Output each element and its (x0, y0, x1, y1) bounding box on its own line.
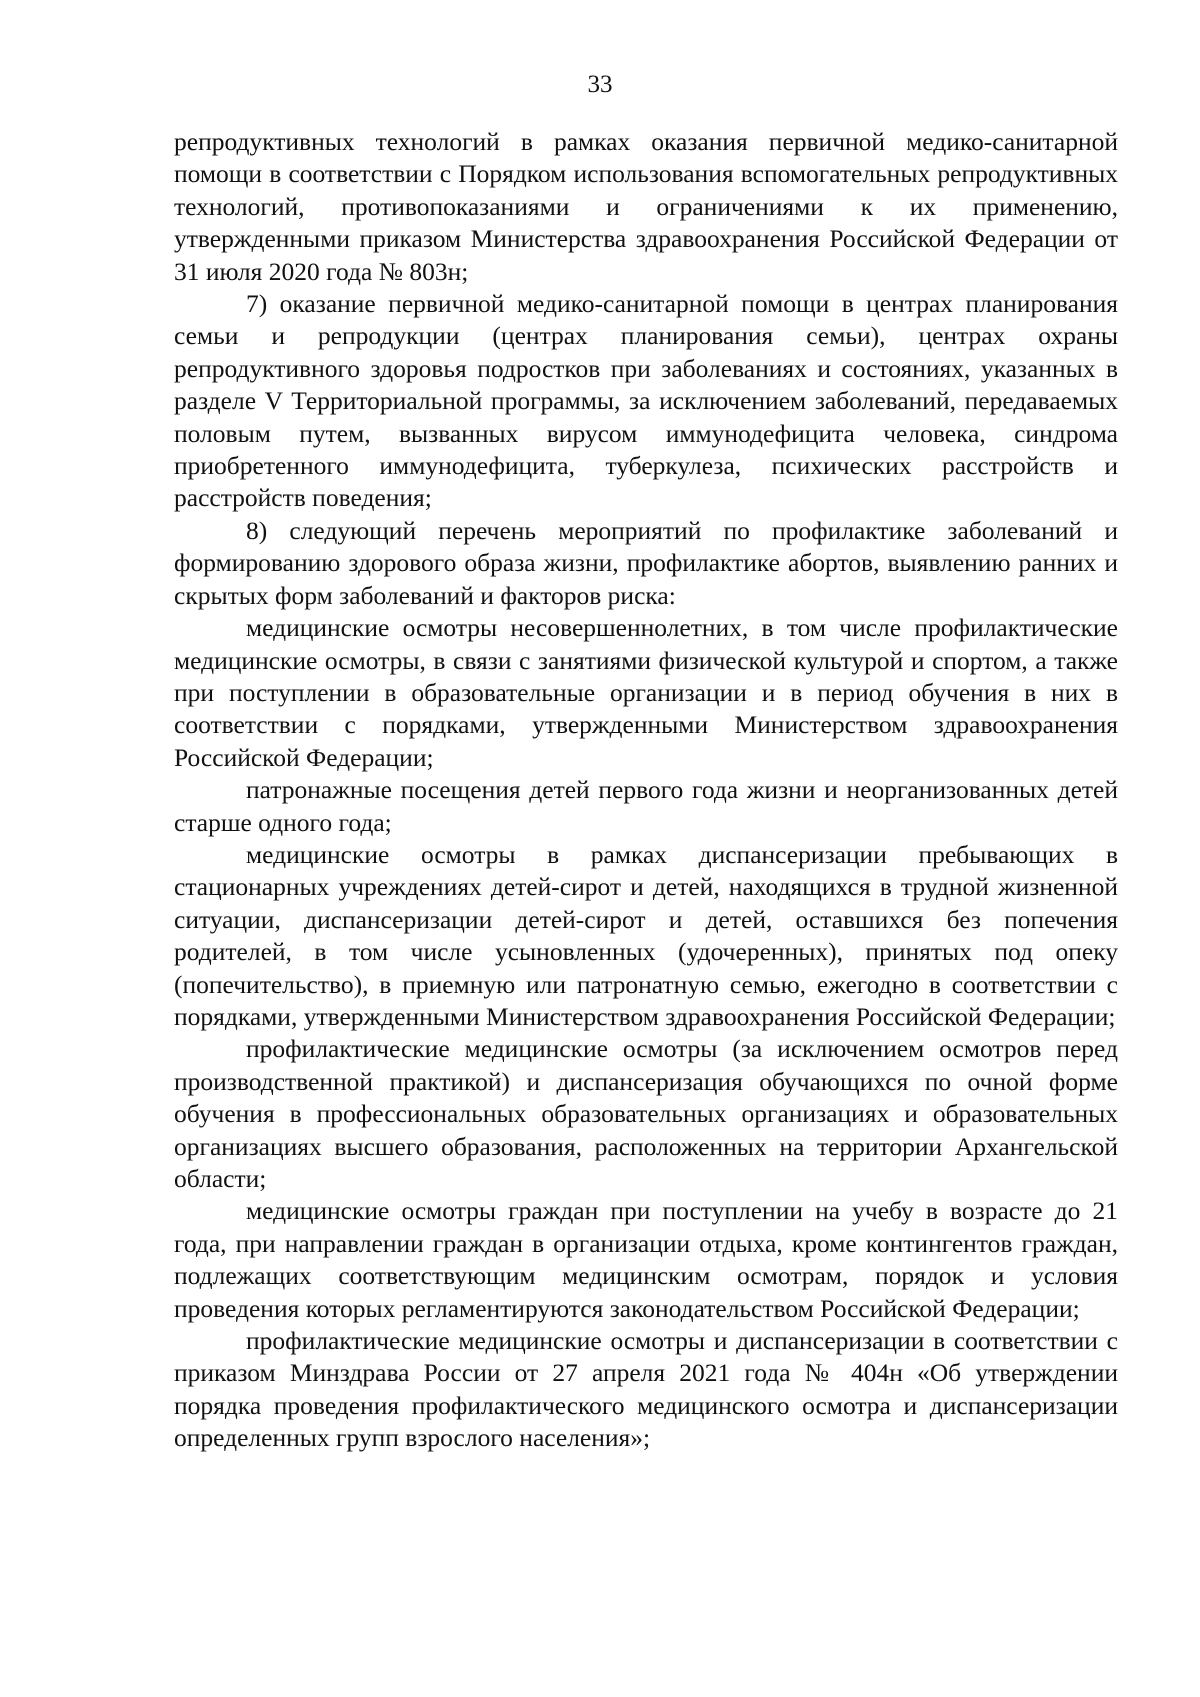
paragraph: 8) следующий перечень мероприятий по профилактике заболеваний и формированию здорового образа жизни, профилактике абортов, выявлению ранних и скрытых форм заболеваний и факторов риска: (174, 515, 1118, 610)
paragraph: профилактические медицинские осмотры (за исключением осмотров перед производственной практикой) и диспансеризация обучающихся по очной форме обучения в профессиональных образовательных организациях и образовательных организациях высшего образования, расположенных на территории Архангельской области; (174, 1034, 1118, 1193)
paragraph: патронажные посещения детей первого года жизни и неорганизованных детей старше одного года; (174, 775, 1118, 837)
page-number: 33 (587, 71, 613, 98)
paragraph: медицинские осмотры в рамках диспансеризации пребывающих в стационарных учреждениях детей-сирот и детей, находящихся в трудной жизненной ситуации, диспансеризации детей-сирот и детей, оставшихся без попечения родителей, в том числе усыновленных (удочеренных), принятых под опеку (попечительство), в приемную или патронатную семью, ежегодно в соответствии с порядками, утвержденными Министерством здравоохранения Российской Федерации; (174, 839, 1118, 1031)
paragraph: репродуктивных технологий в рамках оказания первичной медико-санитарной помощи в соответствии с Порядком использования вспомогательных репродуктивных технологий, противопоказаниями и ограничениями к их применению, утвержденными приказом Министерства здравоохранения Российской Федерации от 31 июля 2020 года № 803н; (174, 127, 1118, 286)
paragraph: медицинские осмотры граждан при поступлении на учебу в возрасте до 21 года, при направлении граждан в организации отдыха, кроме контингентов граждан, подлежащих соответствующим медицинским осмотрам, порядок и условия проведения которых регламентируются законодательством Российской Федерации; (174, 1196, 1118, 1323)
paragraph: медицинские осмотры несовершеннолетних, в том числе профилактические медицинские осмотры, в связи с занятиями физической культурой и спортом, а также при поступлении в образовательные организации и в период обучения в них в соответствии с порядками, утвержденными Министерством здравоохранения Российской Федерации; (174, 613, 1118, 772)
document-body (174, 126, 1118, 1455)
paragraph: профилактические медицинские осмотры и диспансеризации в соответствии с приказом Минздрава России от 27 апреля 2021 года № 404н «Об утверждении порядка проведения профилактического медицинского осмотра и диспансеризации определенных групп взрослого населения»; (174, 1326, 1118, 1453)
paragraph: 7) оказание первичной медико-санитарной помощи в центрах планирования семьи и репродукции (центрах планирования семьи), центрах охраны репродуктивного здоровья подростков при заболеваниях и состояниях, указанных в разделе V Территориальной программы, за исключением заболеваний, передаваемых половым путем, вызванных вирусом иммунодефицита человека, синдрома приобретенного иммунодефицита, туберкулеза, психических расстройств и расстройств поведения; (174, 289, 1118, 513)
